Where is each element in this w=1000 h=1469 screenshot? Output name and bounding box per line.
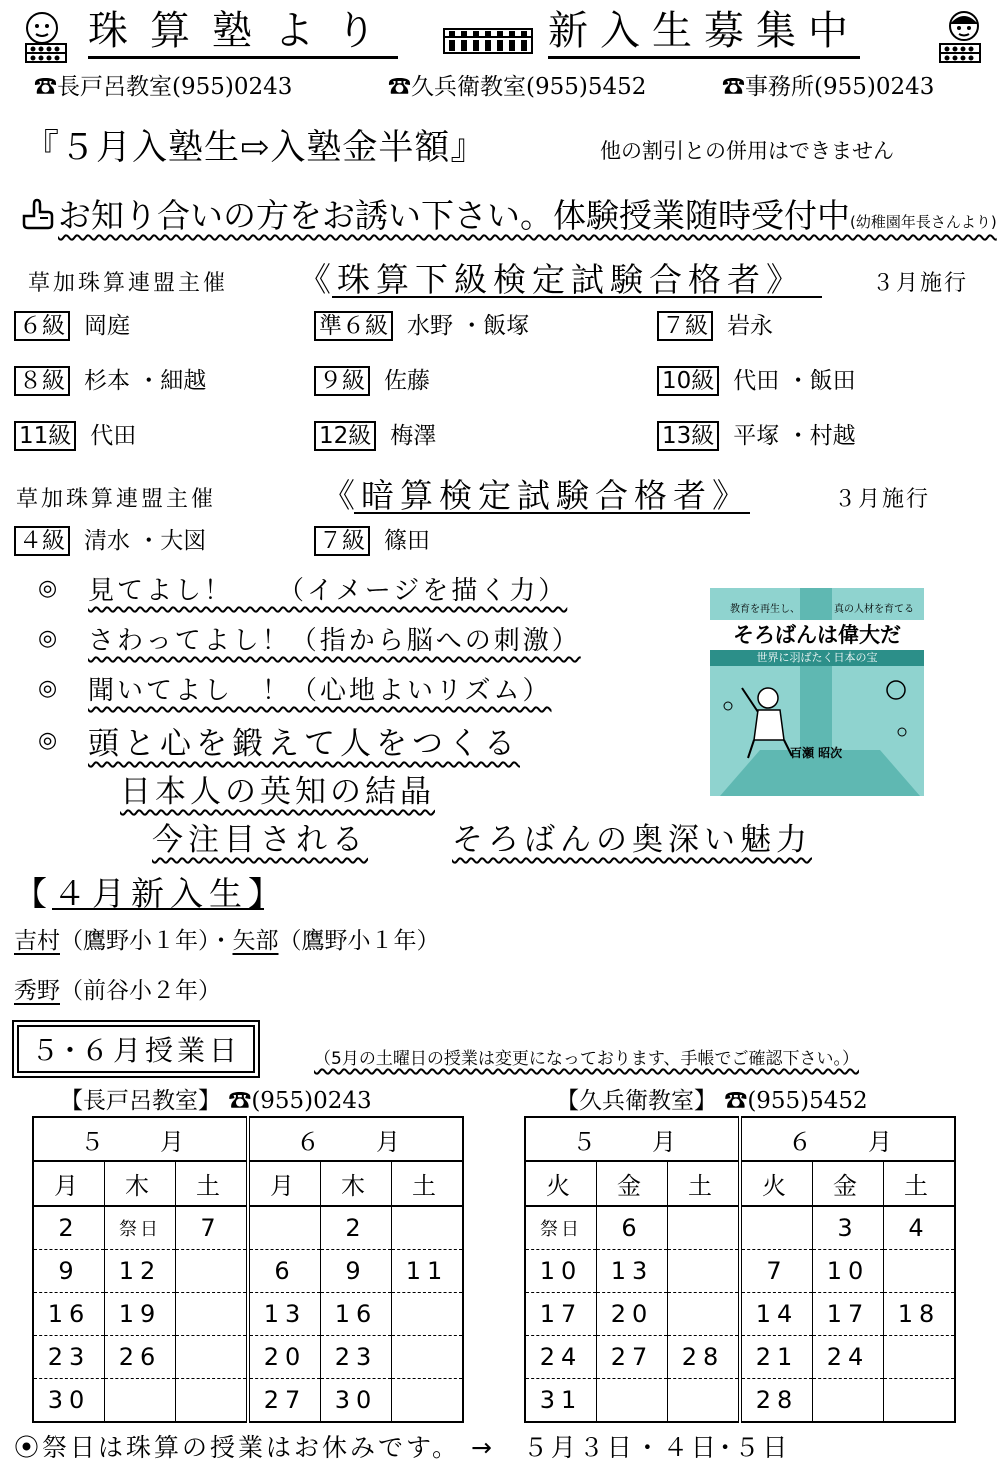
lesson-day: 6 bbox=[248, 1250, 321, 1293]
lesson-day bbox=[248, 1206, 321, 1250]
student-name: 秀野 bbox=[14, 978, 60, 1004]
book-subtitle: 世界に羽ばたく日本の宝 bbox=[710, 650, 924, 666]
book-title: そろばんは偉大だ bbox=[710, 620, 924, 650]
student-school: （前谷小２年） bbox=[60, 978, 221, 1004]
weekday-header: 土 bbox=[392, 1161, 464, 1206]
new-students-heading: 【４月新入生】 bbox=[14, 874, 287, 913]
lesson-day: 19 bbox=[105, 1293, 176, 1336]
classroom-phone: ☎(955)0243 bbox=[228, 1088, 372, 1114]
header-title-right: 新入生募集中 bbox=[548, 6, 860, 59]
month-header: ５ 月 bbox=[525, 1117, 740, 1161]
lesson-day: 3 bbox=[813, 1206, 884, 1250]
calendar-kyubee bbox=[524, 1116, 956, 1423]
slogan-mark: ◎ bbox=[38, 626, 58, 651]
slogan-line2: 日本人の英知の結晶 bbox=[120, 774, 435, 810]
book-author: 百瀬 昭次 bbox=[790, 746, 843, 760]
lesson-day: 17 bbox=[813, 1293, 884, 1336]
grade-box: ６級 bbox=[14, 311, 70, 341]
weekday-header: 月 bbox=[33, 1161, 105, 1206]
weekday-header: 土 bbox=[176, 1161, 249, 1206]
exam1-date: ３月施行 bbox=[872, 271, 969, 296]
lesson-day: 4 bbox=[884, 1206, 956, 1250]
grade-box: ７級 bbox=[657, 311, 713, 341]
header-title-left: 珠算塾より bbox=[88, 6, 398, 59]
passer-names: 平塚 ・村越 bbox=[733, 423, 856, 449]
lesson-day bbox=[392, 1379, 464, 1423]
lesson-day: 7 bbox=[176, 1206, 249, 1250]
lesson-day bbox=[392, 1206, 464, 1250]
contact-kyubee: ☎久兵衛教室(955)5452 bbox=[388, 74, 647, 100]
grade-box: 10級 bbox=[657, 366, 719, 396]
grade-box: 準６級 bbox=[314, 311, 393, 341]
new-students-line-2 bbox=[14, 972, 221, 1005]
passer-names: 篠田 bbox=[384, 528, 430, 554]
slogan-mark: ◎ bbox=[38, 676, 58, 701]
lesson-day: 28 bbox=[668, 1336, 741, 1379]
slogan-line3b: そろばんの奥深い魅力 bbox=[452, 822, 812, 858]
lesson-day: 14 bbox=[740, 1293, 813, 1336]
lesson-day: 24 bbox=[813, 1336, 884, 1379]
weekday-header: 金 bbox=[597, 1161, 668, 1206]
passer-names: 佐藤 bbox=[384, 368, 430, 394]
holiday-footer: ⦿祭日は珠算の授業はお休みです。 → ５月３日・４日･５日 bbox=[14, 1433, 791, 1462]
weekday-header: 金 bbox=[813, 1161, 884, 1206]
grade-box: ４級 bbox=[14, 526, 70, 556]
grade-box: ７級 bbox=[314, 526, 370, 556]
lesson-day bbox=[176, 1336, 249, 1379]
schedule-heading bbox=[12, 1020, 260, 1078]
book-illustration bbox=[720, 670, 920, 796]
weekday-header: 土 bbox=[884, 1161, 956, 1206]
lesson-day: 12 bbox=[105, 1250, 176, 1293]
lesson-day: 10 bbox=[813, 1250, 884, 1293]
lesson-day bbox=[740, 1206, 813, 1250]
lesson-day: 28 bbox=[740, 1379, 813, 1423]
lesson-day: 20 bbox=[597, 1293, 668, 1336]
grade-box: 12級 bbox=[314, 421, 376, 451]
right-classroom-label bbox=[556, 1082, 868, 1115]
student-name: 矢部 bbox=[232, 928, 279, 954]
promo-note: 他の割引との併用はできません bbox=[600, 139, 894, 163]
lesson-day: 16 bbox=[33, 1293, 105, 1336]
slogan-text: 見てよし！ （イメージを描く力） bbox=[88, 576, 568, 606]
month-header: ５ 月 bbox=[33, 1117, 248, 1161]
lesson-day: 9 bbox=[321, 1250, 392, 1293]
grade-box: 11級 bbox=[14, 421, 76, 451]
lesson-day: 30 bbox=[33, 1379, 105, 1423]
lesson-day bbox=[813, 1379, 884, 1423]
lesson-day bbox=[176, 1250, 249, 1293]
exam2-title: 《暗算検定試験合格者》 bbox=[322, 476, 751, 515]
weekday-header: 火 bbox=[740, 1161, 813, 1206]
classroom-name: 【久兵衛教室】 bbox=[556, 1088, 717, 1114]
lesson-day: 2 bbox=[321, 1206, 392, 1250]
passer-names: 岡庭 bbox=[84, 313, 130, 339]
abacus-girl-icon bbox=[934, 8, 990, 70]
passer-names: 岩永 bbox=[727, 313, 773, 339]
lesson-day: 23 bbox=[33, 1336, 105, 1379]
classroom-phone: ☎(955)5452 bbox=[724, 1088, 868, 1114]
weekday-header: 木 bbox=[105, 1161, 176, 1206]
exam2-title-underline bbox=[354, 512, 750, 514]
lesson-day: 16 bbox=[321, 1293, 392, 1336]
lesson-day: 31 bbox=[525, 1379, 597, 1423]
lesson-day: 18 bbox=[884, 1293, 956, 1336]
weekday-header: 土 bbox=[668, 1161, 741, 1206]
schedule-heading-text: ５･６月授業日 bbox=[17, 1025, 255, 1073]
grade-box: ８級 bbox=[14, 366, 70, 396]
lesson-day: 20 bbox=[248, 1336, 321, 1379]
lesson-day bbox=[884, 1250, 956, 1293]
lesson-day bbox=[105, 1379, 176, 1423]
slogan-text: さわってよし！（指から脳への刺激） bbox=[88, 626, 581, 656]
lesson-day: 27 bbox=[597, 1336, 668, 1379]
slogan-mark: ◎ bbox=[38, 728, 58, 753]
lesson-day: 30 bbox=[321, 1379, 392, 1423]
abacus-boy-icon bbox=[18, 8, 74, 70]
lesson-day: 27 bbox=[248, 1379, 321, 1423]
lesson-day bbox=[668, 1379, 741, 1423]
student-school: （鷹野小１年） bbox=[278, 928, 440, 954]
classroom-name: 【長戸呂教室】 bbox=[60, 1088, 221, 1114]
left-classroom-label bbox=[60, 1082, 372, 1115]
lesson-day bbox=[392, 1336, 464, 1379]
month-header: ６ 月 bbox=[248, 1117, 463, 1161]
passer-names: 水野 ・飯塚 bbox=[407, 313, 530, 339]
slogan-text: 頭と心を鍛えて人をつくる bbox=[88, 726, 520, 762]
invite-line bbox=[14, 190, 998, 237]
month-header: ６ 月 bbox=[740, 1117, 955, 1161]
promo-main: 『５月入塾生⇨入塾金半額』 bbox=[24, 128, 487, 168]
lesson-day bbox=[884, 1336, 956, 1379]
lesson-day: 13 bbox=[597, 1250, 668, 1293]
exam2-date: ３月施行 bbox=[834, 487, 931, 512]
weekday-header: 火 bbox=[525, 1161, 597, 1206]
weekday-header: 木 bbox=[321, 1161, 392, 1206]
book-cover bbox=[710, 588, 924, 796]
passer-names: 代田 ・飯田 bbox=[733, 368, 856, 394]
exam1-title-underline bbox=[332, 296, 822, 298]
lesson-day bbox=[392, 1293, 464, 1336]
grade-box: 13級 bbox=[657, 421, 719, 451]
lesson-day bbox=[668, 1206, 741, 1250]
exam1-org: 草加珠算連盟主催 bbox=[28, 271, 229, 296]
holiday-cell: 祭日 bbox=[525, 1206, 597, 1250]
lesson-day bbox=[176, 1293, 249, 1336]
lesson-day: 10 bbox=[525, 1250, 597, 1293]
lesson-day: 21 bbox=[740, 1336, 813, 1379]
contact-nagatoro: ☎長戸呂教室(955)0243 bbox=[34, 74, 293, 100]
exam1-title: 《珠算下級検定試験合格者》 bbox=[298, 260, 805, 299]
lesson-day bbox=[668, 1293, 741, 1336]
contact-office: ☎事務所(955)0243 bbox=[722, 74, 935, 100]
lesson-day: 9 bbox=[33, 1250, 105, 1293]
lesson-day: 6 bbox=[597, 1206, 668, 1250]
calendar-nagatoro bbox=[32, 1116, 464, 1423]
lesson-day: 17 bbox=[525, 1293, 597, 1336]
passer-names: 代田 bbox=[90, 423, 137, 449]
lesson-day bbox=[597, 1379, 668, 1423]
lesson-day: 11 bbox=[392, 1250, 464, 1293]
passer-names: 杉本 ・細越 bbox=[84, 368, 207, 394]
lesson-day: 26 bbox=[105, 1336, 176, 1379]
student-name: 吉村 bbox=[14, 928, 60, 954]
student-school: （鷹野小１年）・ bbox=[60, 928, 233, 954]
book-top-left: 教育を再生し、 bbox=[730, 604, 800, 615]
lesson-day: 2 bbox=[33, 1206, 105, 1250]
lesson-day: 24 bbox=[525, 1336, 597, 1379]
lesson-day bbox=[668, 1250, 741, 1293]
lesson-day bbox=[176, 1379, 249, 1423]
slogan-text: 聞いてよし ！（心地よいリズム） bbox=[88, 676, 552, 706]
book-top-right: 真の人材を育てる bbox=[834, 604, 914, 615]
lesson-day: 7 bbox=[740, 1250, 813, 1293]
invite-main: お知り合いの方をお誘い下さい。体験授業随時受付中 bbox=[58, 196, 850, 235]
lesson-day: 13 bbox=[248, 1293, 321, 1336]
new-students-heading-underline bbox=[52, 908, 264, 910]
new-students-line-1 bbox=[14, 922, 440, 955]
grade-box: ９級 bbox=[314, 366, 370, 396]
passer-names: 梅澤 bbox=[390, 423, 437, 449]
abacus-icon bbox=[443, 28, 533, 58]
weekday-header: 月 bbox=[248, 1161, 321, 1206]
lesson-day: 23 bbox=[321, 1336, 392, 1379]
schedule-note: （5月の土曜日の授業は変更になっております、手帳でご確認下さい。） bbox=[314, 1049, 859, 1069]
invite-small: (幼稚園年長さんより) bbox=[850, 213, 997, 231]
passer-names: 清水 ・大図 bbox=[84, 528, 207, 554]
lesson-day bbox=[884, 1379, 956, 1423]
exam2-org: 草加珠算連盟主催 bbox=[16, 487, 217, 512]
slogan-mark: ◎ bbox=[38, 576, 58, 601]
holiday-cell: 祭日 bbox=[105, 1206, 176, 1250]
slogan-line3a: 今注目される bbox=[152, 822, 368, 858]
